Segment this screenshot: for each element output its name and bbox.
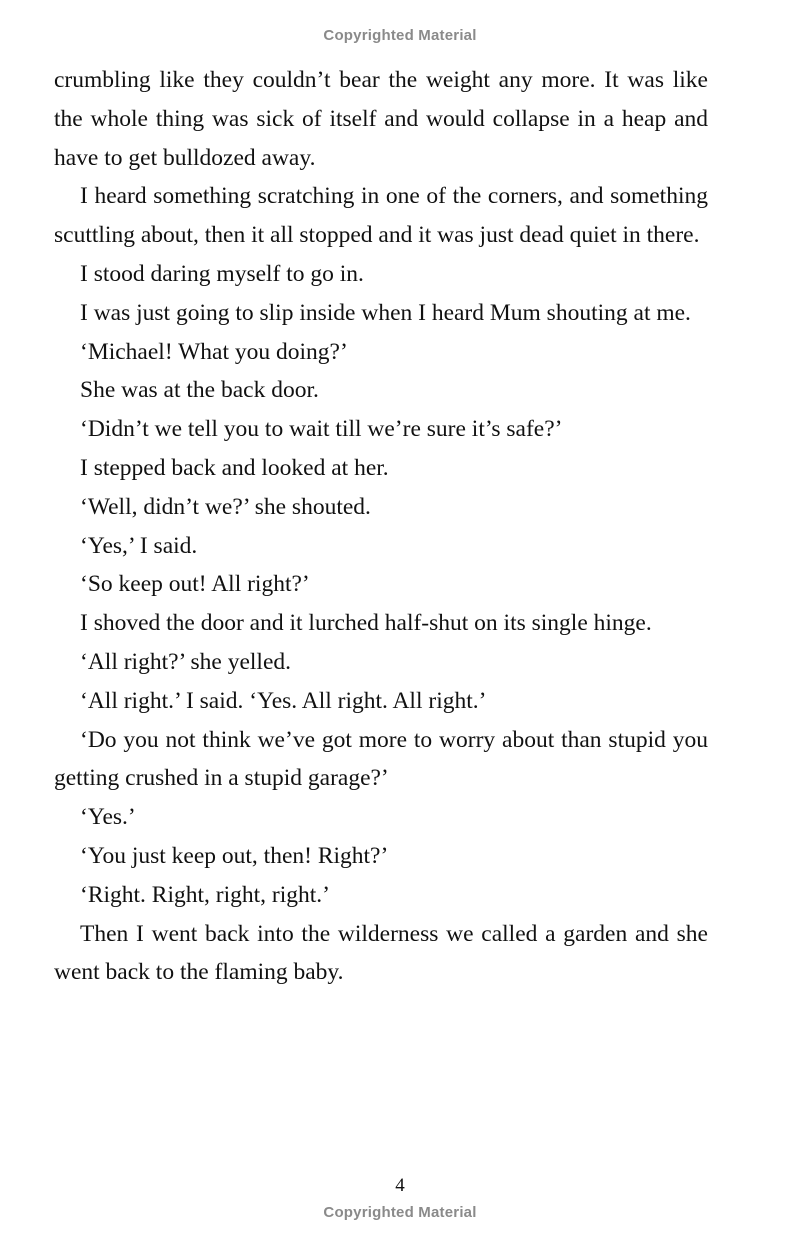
paragraph: ‘Right. Right, right, right.’	[80, 881, 331, 908]
paragraph: ‘So keep out! All right?’	[80, 571, 310, 598]
paragraph: ‘You just keep out, then! Right?’	[80, 842, 389, 869]
paragraph: ‘Michael! What you doing?’	[80, 338, 348, 365]
paragraph: ‘All right.’ I said. ‘Yes. All right. All right.’	[80, 687, 487, 714]
paragraph: ‘Well, didn’t we?’ she shouted.	[80, 493, 371, 520]
paragraph: Then I went back into the wilderness we called a garden and she went back to the flaming baby.	[54, 920, 708, 986]
page-number: 4	[395, 1175, 405, 1196]
paragraph: I heard something scratching in one of the corners, and something scuttling about, then it all stopped and it was just dead quiet in there.	[54, 183, 708, 249]
paragraph: crumbling like they couldn’t bear the weight any more. It was like the whole thing was sick of itself and would collapse in a heap and have to get bulldozed away.	[54, 67, 708, 171]
paragraph: ‘Yes,’ I said.	[80, 532, 198, 559]
paragraph: I stepped back and looked at her.	[80, 454, 389, 481]
copyright-watermark-top: Copyrighted Material	[323, 27, 477, 44]
copyright-watermark-bottom: Copyrighted Material	[323, 1204, 477, 1221]
paragraph: ‘Yes.’	[80, 804, 136, 831]
paragraph: I stood daring myself to go in.	[80, 260, 364, 287]
paragraph: I shoved the door and it lurched half-shut on its single hinge.	[80, 610, 652, 637]
book-page-text	[54, 61, 708, 992]
paragraph: ‘Didn’t we tell you to wait till we’re sure it’s safe?’	[80, 416, 563, 443]
paragraph: She was at the back door.	[80, 377, 319, 404]
paragraph: I was just going to slip inside when I heard Mum shouting at me.	[80, 299, 691, 326]
paragraph: ‘All right?’ she yelled.	[80, 648, 291, 675]
paragraph: ‘Do you not think we’ve got more to worry about than stupid you getting crushed in a stupid garage?’	[54, 726, 708, 792]
